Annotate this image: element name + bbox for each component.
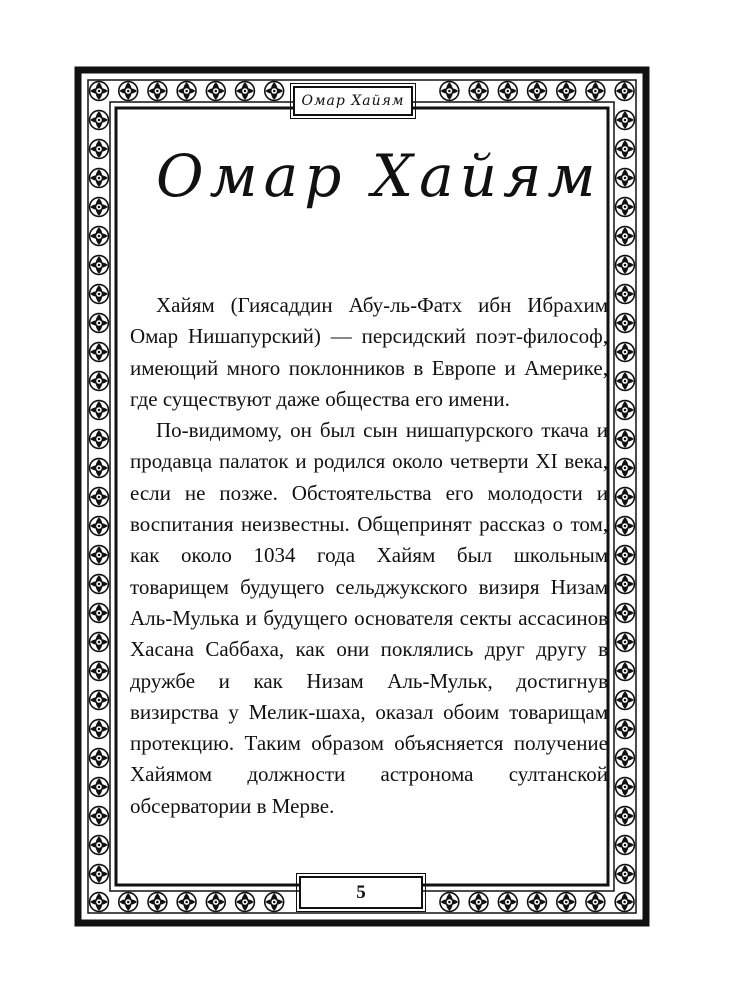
- border-ornament-icon: [616, 575, 635, 594]
- border-ornament-icon: [90, 140, 109, 159]
- border-ornament-icon: [616, 662, 635, 681]
- border-ornament-icon: [616, 111, 635, 130]
- border-ornament-icon: [236, 893, 255, 912]
- border-ornament-icon: [469, 82, 488, 101]
- border-ornament-icon: [90, 836, 109, 855]
- border-ornament-icon: [90, 749, 109, 768]
- page-title: Омар Хайям: [156, 142, 602, 210]
- border-ornament-icon: [615, 82, 634, 101]
- border-ornament-icon: [557, 893, 576, 912]
- border-ornament-icon: [557, 82, 576, 101]
- border-ornament-icon: [616, 372, 635, 391]
- border-ornament-icon: [616, 836, 635, 855]
- border-ornament-icon: [90, 372, 109, 391]
- border-ornament-icon: [616, 778, 635, 797]
- border-ornament-icon: [90, 227, 109, 246]
- border-ornament-icon: [616, 198, 635, 217]
- border-ornament-icon: [177, 893, 196, 912]
- border-ornament-icon: [616, 401, 635, 420]
- border-ornament-icon: [265, 82, 284, 101]
- border-ornament-icon: [586, 82, 605, 101]
- border-ornament-icon: [90, 314, 109, 333]
- border-ornament-icon: [440, 893, 459, 912]
- border-ornament-icon: [616, 285, 635, 304]
- border-ornament-icon: [90, 546, 109, 565]
- border-ornament-icon: [148, 82, 167, 101]
- border-ornament-icon: [616, 488, 635, 507]
- border-ornament-icon: [90, 778, 109, 797]
- border-ornament-icon: [265, 893, 284, 912]
- border-ornament-icon: [90, 865, 109, 884]
- border-ornament-icon: [148, 893, 167, 912]
- border-ornament-icon: [616, 343, 635, 362]
- page-number: 5: [356, 881, 366, 903]
- border-ornament-icon: [90, 459, 109, 478]
- border-ornament-icon: [90, 488, 109, 507]
- border-ornament-icon: [90, 111, 109, 130]
- border-ornament-icon: [616, 314, 635, 333]
- border-ornament-icon: [616, 227, 635, 246]
- border-ornament-icon: [616, 691, 635, 710]
- border-ornament-icon: [90, 169, 109, 188]
- border-ornament-icon: [90, 662, 109, 681]
- border-ornament-icon: [177, 82, 196, 101]
- border-ornament-icon: [616, 517, 635, 536]
- border-ornament-icon: [616, 865, 635, 884]
- border-ornament-icon: [616, 807, 635, 826]
- border-ornament-icon: [90, 720, 109, 739]
- border-ornament-icon: [616, 430, 635, 449]
- border-ornament-icon: [616, 169, 635, 188]
- border-ornament-icon: [90, 893, 109, 912]
- running-title: Омар Хайям: [301, 93, 405, 109]
- border-ornament-icon: [616, 720, 635, 739]
- border-ornament-icon: [498, 893, 517, 912]
- border-ornament-icon: [616, 749, 635, 768]
- border-ornament-icon: [90, 517, 109, 536]
- paragraph: Хайям (Гиясаддин Абу-ль-Фатх ибн Ибрахим Омар Нишапурский) — персидский поэт-философ, имеющий много поклонников в Европе и Америке, где существуют даже общества его имени.: [130, 293, 608, 411]
- border-ornament-icon: [90, 198, 109, 217]
- running-header: [293, 86, 413, 116]
- border-ornament-icon: [236, 82, 255, 101]
- border-ornament-icon: [90, 82, 109, 101]
- border-ornament-icon: [528, 82, 547, 101]
- border-ornament-icon: [119, 82, 138, 101]
- page-number-box: [299, 876, 423, 909]
- border-ornament-icon: [469, 893, 488, 912]
- border-ornament-icon: [90, 343, 109, 362]
- border-ornament-icon: [615, 893, 634, 912]
- border-ornament-icon: [90, 285, 109, 304]
- border-ornament-icon: [440, 82, 459, 101]
- border-ornament-icon: [206, 82, 225, 101]
- paragraph: По-видимому, он был сын нишапурского ткача и продавца палаток и родился около четверти XI века, если не позже. Обстоятельства его молодости и воспитания неизвестны. Общепринят рассказ о том, как около 1034 года Хайям был школьным товарищем будущего сельджукского визиря Низам Аль-Мулька и будущего основателя секты ассасинов Хасана Саббаха, как они поклялись друг другу в дружбе и как Низам Аль-Мульк, достигнув визирства у Мелик-шаха, оказал обоим товарищам протекцию. Таким образом объясняется получение Хайямом должности астронома султанской обсерватории в Мерве.: [130, 418, 608, 818]
- border-ornament-icon: [616, 140, 635, 159]
- border-ornament-icon: [90, 430, 109, 449]
- border-ornament-icon: [616, 633, 635, 652]
- border-ornament-icon: [90, 691, 109, 710]
- border-ornament-icon: [498, 82, 517, 101]
- border-ornament-icon: [206, 893, 225, 912]
- border-ornament-icon: [90, 256, 109, 275]
- border-ornament-icon: [586, 893, 605, 912]
- article-body: [130, 290, 608, 822]
- border-ornament-icon: [616, 604, 635, 623]
- border-ornament-icon: [90, 575, 109, 594]
- border-ornament-icon: [90, 604, 109, 623]
- border-ornament-icon: [90, 807, 109, 826]
- border-ornament-icon: [616, 546, 635, 565]
- border-ornament-icon: [90, 401, 109, 420]
- border-ornament-icon: [616, 256, 635, 275]
- border-ornament-icon: [528, 893, 547, 912]
- border-ornament-icon: [119, 893, 138, 912]
- border-ornament-icon: [90, 633, 109, 652]
- border-ornament-icon: [616, 459, 635, 478]
